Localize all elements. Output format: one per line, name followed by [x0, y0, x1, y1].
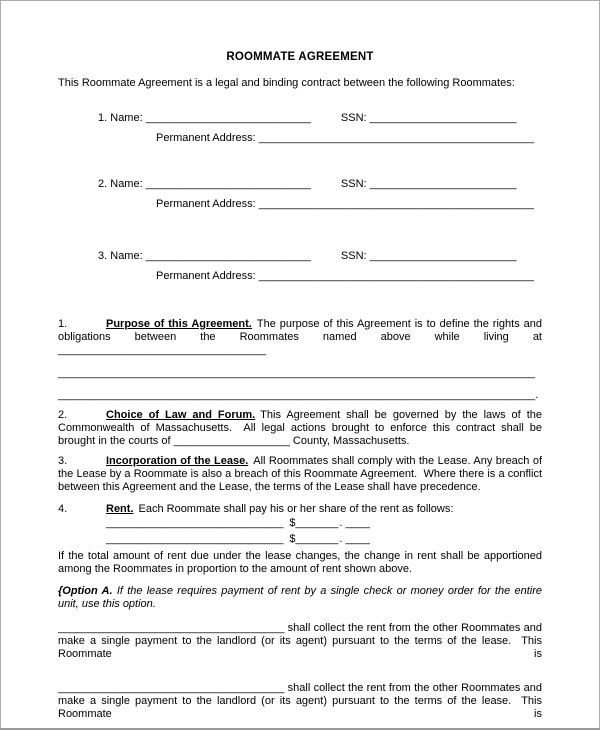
name-label: Name:	[110, 112, 143, 124]
roommate-1-number: 1.	[98, 112, 108, 124]
decimal-point: .	[339, 517, 343, 529]
collector-name-blank-1: _____________________________________	[58, 622, 285, 634]
rent-name-blank-1: _____________________________	[106, 517, 284, 529]
roommate-2-name-row	[58, 178, 542, 191]
rent-collector-paragraph-2	[58, 682, 542, 721]
rent-amount-row-2	[58, 533, 542, 546]
address-blank-line: _____________________________________________	[258, 198, 535, 210]
roommate-2-number: 2.	[98, 178, 108, 190]
dollar-sign: $	[289, 517, 296, 529]
section-law-paragraph	[58, 409, 542, 448]
rent-collector-paragraph-1	[58, 622, 542, 661]
ssn-blank-line: ________________________	[369, 250, 517, 262]
section-purpose-title: Purpose of this Agreement.	[106, 318, 252, 330]
section-law-body: This Agreement shall be governed by the laws of the Commonwealth of Massachusetts. All legal actions brought to enforce this contract shall be brought in the courts of	[58, 409, 542, 447]
rent-cents-blank-2: ____	[345, 533, 370, 545]
option-a-label: {Option A.	[58, 585, 113, 597]
collector-name-blank-2: _____________________________________	[58, 682, 285, 694]
section-law-title: Choice of Law and Forum.	[106, 409, 256, 421]
document-title: ROOMMATE AGREEMENT	[226, 51, 374, 63]
roommate-2-address-row	[58, 198, 542, 211]
option-a-text: If the lease requires payment of rent by a single check or money order for the entire unit, use this option.	[58, 585, 542, 610]
rent-name-blank-2: _____________________________	[106, 533, 284, 545]
rent-change-paragraph: If the total amount of rent due under the lease changes, the change in rent shall be apportioned among the Roommates in proportion to the amount of rent shown above.	[58, 550, 542, 575]
collector-text-1: shall collect the rent from the other Roommates and make a single payment to the landlord (or its agent) pursuant to the terms of the lease. This Roommate is	[58, 622, 543, 660]
address-label: Permanent Address:	[156, 270, 256, 282]
section-rent	[58, 503, 542, 546]
roommate-block-1	[58, 112, 542, 145]
address-blank-line: _____________________________________________	[258, 270, 535, 282]
roommate-block-3	[58, 250, 542, 283]
intro-paragraph: This Roommate Agreement is a legal and binding contract between the following Roommates:	[58, 77, 515, 89]
ssn-label: SSN:	[340, 250, 367, 262]
address-label: Permanent Address:	[156, 132, 256, 144]
rent-cents-blank-1: ____	[345, 517, 370, 529]
section-rent-body: Each Roommate shall pay his or her share of the rent as follows:	[138, 503, 454, 515]
ssn-label: SSN:	[340, 112, 367, 124]
section-lease-paragraph	[58, 455, 542, 494]
name-label: Name:	[110, 178, 143, 190]
section-purpose	[58, 318, 542, 402]
living-at-blank-line: __________________________________	[58, 344, 267, 356]
name-blank-line: ___________________________	[145, 112, 311, 124]
section-lease-number: 3.	[58, 455, 68, 467]
county-blank-line: ___________________	[173, 435, 290, 447]
option-a-paragraph	[58, 585, 542, 611]
section-purpose-paragraph	[58, 318, 542, 357]
section-rent-title: Rent.	[106, 503, 134, 515]
address-blank-line: _____________________________________________	[258, 132, 535, 144]
address-continuation-blank-line-1: ______________________________________________________________________________	[58, 367, 536, 379]
address-continuation-blank-line-2: ______________________________________________________________________________.	[58, 389, 539, 401]
section-rent-number: 4.	[58, 503, 68, 515]
rent-dollars-blank-1: _______	[295, 517, 339, 529]
ssn-label: SSN:	[340, 178, 367, 190]
name-label: Name:	[110, 250, 143, 262]
address-label: Permanent Address:	[156, 198, 256, 210]
name-blank-line: ___________________________	[145, 250, 311, 262]
roommate-3-address-row	[58, 270, 542, 283]
name-blank-line: ___________________________	[145, 178, 311, 190]
roommate-3-number: 3.	[98, 250, 108, 262]
section-lease-body: All Roommates shall comply with the Lease. Any breach of the Lease by a Roommate is also a breach of this Roommate Agreement. Where there is a conflict between this Agreement and the Lease, the terms of the Lease shall have precedence.	[58, 455, 543, 493]
section-lease-title: Incorporation of the Lease.	[106, 455, 249, 467]
ssn-blank-line: ________________________	[369, 178, 517, 190]
section-purpose-body: The purpose of this Agreement is to define the rights and obligations between the Roommates named above while living at	[58, 318, 542, 343]
rent-amount-row-1	[58, 517, 542, 530]
collector-text-2: shall collect the rent from the other Roommates and make a single payment to the landlord (or its agent) pursuant to the terms of the lease. This Roommate is	[58, 682, 543, 720]
roommate-1-address-row	[58, 132, 542, 145]
roommate-block-2	[58, 178, 542, 211]
section-law-number: 2.	[58, 409, 68, 421]
roommate-1-name-row	[58, 112, 542, 125]
roommate-3-name-row	[58, 250, 542, 263]
dollar-sign: $	[289, 533, 296, 545]
ssn-blank-line: ________________________	[369, 112, 517, 124]
rent-dollars-blank-2: _______	[295, 533, 339, 545]
section-law-body-after: County, Massachusetts.	[292, 435, 410, 447]
section-purpose-number: 1.	[58, 318, 68, 330]
decimal-point: .	[339, 533, 343, 545]
section-rent-paragraph	[58, 503, 542, 516]
